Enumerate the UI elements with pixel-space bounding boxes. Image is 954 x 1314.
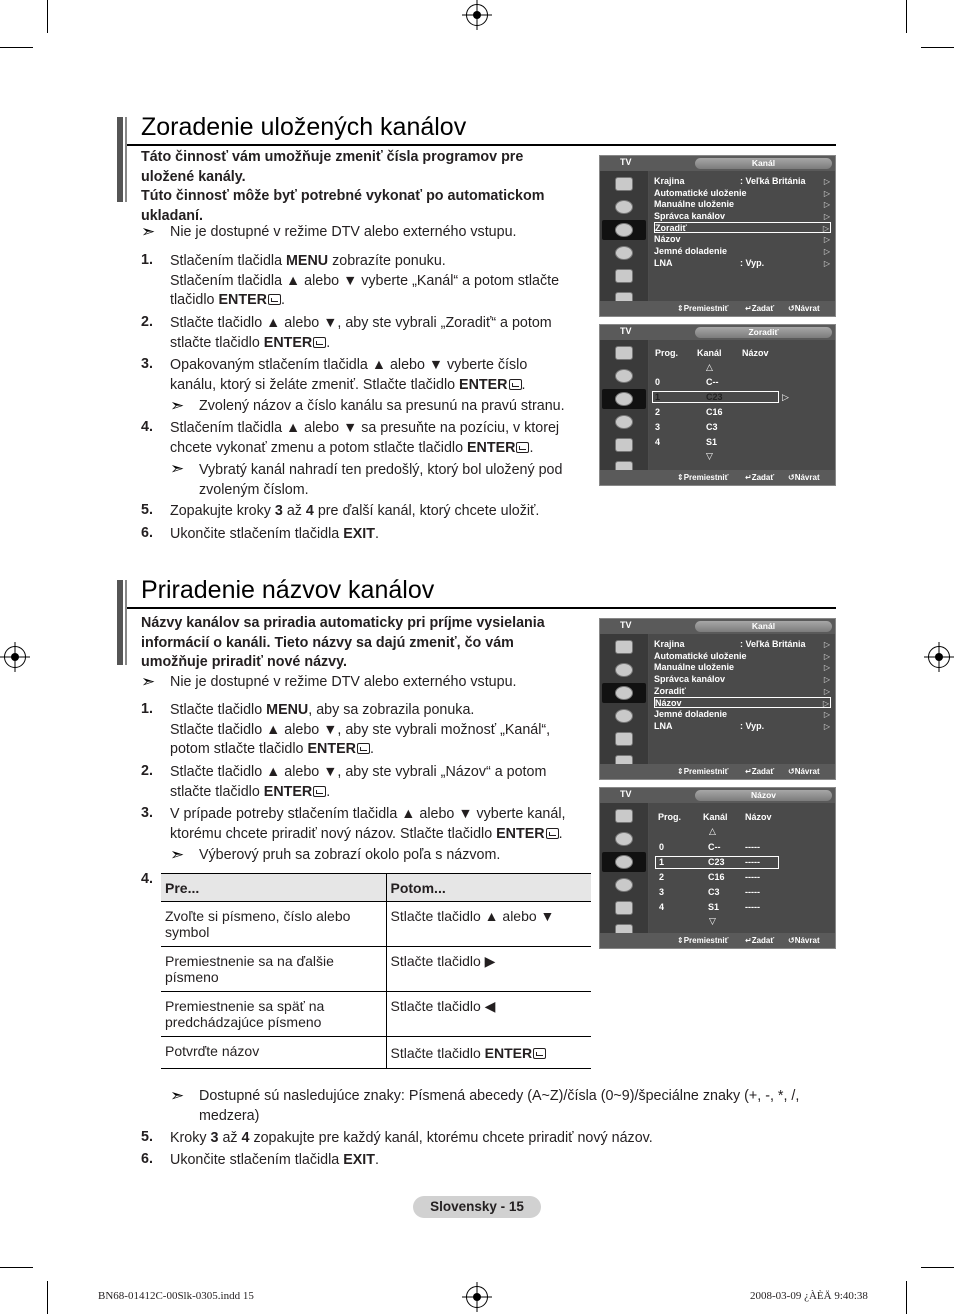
picture-menu-icon: [602, 343, 646, 363]
crop-mark: [0, 47, 33, 48]
crop-mark: [0, 1267, 33, 1268]
step-text: Stlačením tlačidla ▲ alebo ▼ sa presuňte na pozíciu, v ktorej chcete vykonať zmenu a potom stlačte tlačidlo ENTER .: [170, 420, 560, 456]
osd-sort-list: Prog. Kanál Názov △ 0 C-- 1 C23 ▷ 2 C16 3 C3 4 S1 ▽: [649, 340, 835, 470]
section-heading: [117, 113, 836, 147]
step-number: 6.: [141, 525, 153, 541]
step-number: 4.: [141, 871, 153, 887]
picture-menu-icon: [602, 637, 646, 657]
sound-menu-icon: [602, 197, 646, 217]
enter-icon: [546, 828, 559, 839]
key-action-table: [161, 873, 591, 1069]
note-arrow-icon: ➣: [141, 672, 156, 691]
step-text: Ukončite stlačením tlačidla EXIT.: [170, 1152, 379, 1168]
osd-channel-menu-name: TV Kanál Krajina : Veľká Británia ▷ Automatické uloženie ▷ Manuálne uloženie ▷ Správca kanálov ▷ Zoradiť ▷ Názov ▷ Jemné doladenie ▷ LNA : Vyp. ▷ ⇕ Premiestniť ↵ Zadať ↺ Návrat: [599, 618, 836, 780]
osd-sidebar: [600, 171, 648, 301]
channel-menu-icon: [602, 852, 646, 872]
osd-row: Názov ▷: [654, 234, 830, 244]
osd-tab: Kanál: [695, 158, 832, 169]
scroll-down-icon: ▽: [709, 916, 716, 926]
registration-mark-icon: [4, 646, 26, 668]
channel-menu-icon: [602, 389, 646, 409]
section-heading: [117, 576, 836, 610]
osd-footer: ⇕ Premiestniť ↵ Zadať ↺ Návrat: [600, 764, 835, 779]
step-text: Zopakujte kroky 3 až 4 pre ďalší kanál, ktorý chcete uložiť.: [170, 503, 540, 519]
step-number: 2.: [141, 763, 153, 779]
osd-row: Správca kanálov ▷: [654, 211, 830, 221]
enter-icon: [516, 442, 529, 453]
osd-row: Jemné doladenie ▷: [654, 709, 830, 719]
osd-row: LNA : Vyp. ▷: [654, 258, 830, 268]
table-header: Potom...: [386, 874, 591, 902]
note-text: Dostupné sú nasledujúce znaky: Písmená abecedy (A~Z)/čísla (0~9)/špeciálne znaky (+, -, *, /, medzera): [199, 1088, 800, 1124]
section-side-bar: [117, 610, 123, 665]
osd-row-selected: Názov ▷: [655, 698, 829, 708]
osd-channel-menu-sort: TV Kanál Krajina : Veľká Británia ▷ Automatické uloženie ▷ Manuálne uloženie ▷ Správca kanálov ▷ Zoradiť ▷ Názov ▷ Jemné doladenie ▷ LNA : Vyp. ▷ ⇕ Premiestniť ↵ Zadať ↺ Návrat: [599, 155, 836, 317]
setup-menu-icon: [602, 706, 646, 726]
step-number: 2.: [141, 314, 153, 330]
osd-tab: Kanál: [695, 621, 832, 632]
step-text: Stlačte tlačidlo ▲ alebo ▼, aby ste vybrali „Zoradiť“ a potom stlačte tlačidlo ENTER .: [170, 315, 552, 351]
osd-sidebar: [600, 634, 648, 764]
section-side-bar: [117, 147, 123, 202]
sound-menu-icon: [602, 829, 646, 849]
osd-list: [649, 171, 835, 301]
registration-mark-icon: [928, 646, 950, 668]
step-number: 5.: [141, 1129, 153, 1145]
channel-menu-icon: [602, 683, 646, 703]
section-side-bar: [125, 147, 127, 202]
input-menu-icon: [602, 729, 646, 749]
section-title: Zoradenie uložených kanálov: [141, 113, 467, 141]
osd-row: Krajina : Veľká Británia ▷: [654, 176, 830, 186]
step-number: 5.: [141, 502, 153, 518]
osd-name-screen: TV Názov Prog. Kanál Názov △ 0 C-- ----- 1 C23 ----- 2 C16 ----- 3 C3 ----- 4 S1 ----- ▽ ⇕ Premiestniť ↵ Zadať ↺ Návrat: [599, 787, 836, 949]
input-menu-icon: [602, 435, 646, 455]
sound-menu-icon: [602, 366, 646, 386]
osd-footer: ⇕ Premiestniť ↵ Zadať ↺ Návrat: [600, 933, 835, 948]
table-row: Premiestnenie sa späť na predchádzajúce písmeno Stlačte tlačidlo ◀: [161, 992, 591, 1037]
step-number: 3.: [141, 805, 153, 821]
enter-icon: [268, 294, 281, 305]
picture-menu-icon: [602, 806, 646, 826]
osd-row: Automatické uloženie ▷: [654, 188, 830, 198]
note-arrow-icon: ➣: [170, 459, 185, 478]
intro-text: Táto činnosť vám umožňuje zmeniť čísla programov pre uložené kanály. Túto činnosť môže byť potrebné vykonať po automatickom ukladaní.: [141, 149, 545, 224]
table-row: Zvoľte si písmeno, číslo alebo symbol Stlačte tlačidlo ▲ alebo ▼: [161, 902, 591, 947]
enter-icon: [533, 1048, 546, 1059]
input-menu-icon: [602, 266, 646, 286]
osd-sort-screen: TV Zoradiť Prog. Kanál Názov △ 0 C-- 1 C23 ▷ 2 C16 3 C3 4 S1 ▽ ⇕ Premiestniť ↵ Zadať ↺ Návrat: [599, 324, 836, 486]
osd-sidebar: [600, 803, 648, 933]
enter-icon: [313, 786, 326, 797]
setup-menu-icon: [602, 243, 646, 263]
step-number: 3.: [141, 356, 153, 372]
crop-mark: [906, 1281, 907, 1314]
channel-menu-icon: [602, 220, 646, 240]
osd-row: Zoradiť ▷: [654, 686, 830, 696]
page-number-badge: Slovensky - 15: [413, 1196, 541, 1218]
table-header: Pre...: [161, 874, 386, 902]
section-side-bar: [125, 610, 127, 665]
print-footer-date: 2008-03-09 ¿ÀÈÄ 9:40:38: [750, 1290, 868, 1302]
intro-text: Názvy kanálov sa priradia automaticky pri príjme vysielania informácií o kanáli. Tieto názvy sa dajú zmeniť, čo vám umožňuje priradiť nové názvy.: [141, 615, 545, 670]
step-text: Stlačením tlačidla MENU zobrazíte ponuku. Stlačením tlačidla ▲ alebo ▼ vyberte „Kanál“ a potom stlačte tlačidlo ENTER .: [170, 253, 560, 308]
picture-menu-icon: [602, 174, 646, 194]
print-footer-file: BN68-01412C-00Slk-0305.indd 15: [98, 1290, 254, 1302]
right-arrow-icon: ▷: [782, 392, 789, 402]
crop-mark: [906, 0, 907, 33]
osd-footer: ⇕ Premiestniť ↵ Zadať ↺ Návrat: [600, 301, 835, 316]
osd-list: [649, 634, 835, 764]
step-text: Kroky 3 až 4 zopakujte pre každý kanál, ktorému chcete priradiť nový názov.: [170, 1130, 653, 1146]
note-text: Zvolený názov a číslo kanálu sa presunú na pravú stranu.: [199, 398, 565, 414]
step-number: 4.: [141, 419, 153, 435]
scroll-down-icon: ▽: [706, 451, 713, 461]
registration-mark-icon: [466, 4, 488, 26]
note-arrow-icon: ➣: [170, 845, 185, 864]
osd-sidebar: [600, 340, 648, 470]
osd-row: Manuálne uloženie ▷: [654, 199, 830, 209]
table-row: Potvrďte názov Stlačte tlačidlo ENTER: [161, 1037, 591, 1069]
note-arrow-icon: ➣: [141, 222, 156, 241]
osd-row: Jemné doladenie ▷: [654, 246, 830, 256]
step-number: 6.: [141, 1151, 153, 1167]
note-text: Vybratý kanál nahradí ten predošlý, ktorý bol uložený pod zvoleným číslom.: [199, 462, 563, 498]
scroll-up-icon: △: [709, 826, 716, 836]
sound-menu-icon: [602, 660, 646, 680]
osd-footer: ⇕ Premiestniť ↵ Zadať ↺ Návrat: [600, 470, 835, 485]
enter-icon: [313, 337, 326, 348]
step-text: Ukončite stlačením tlačidla EXIT.: [170, 526, 379, 542]
note-text: Výberový pruh sa zobrazí okolo poľa s názvom.: [199, 847, 501, 863]
input-menu-icon: [602, 898, 646, 918]
osd-row: Krajina : Veľká Británia ▷: [654, 639, 830, 649]
step-text: Stlačte tlačidlo ▲ alebo ▼, aby ste vybrali „Názov“ a potom stlačte tlačidlo ENTER .: [170, 764, 547, 800]
section-title: Priradenie názvov kanálov: [141, 576, 435, 604]
osd-tab: Názov: [695, 790, 832, 801]
enter-icon: [509, 379, 522, 390]
enter-icon: [357, 743, 370, 754]
note-arrow-icon: ➣: [170, 1086, 185, 1105]
crop-mark: [921, 1267, 954, 1268]
step-text: V prípade potreby stlačením tlačidla ▲ alebo ▼ vyberte kanál, ktorému chcete priradiť nový názov. Stlačte tlačidlo ENTER .: [170, 806, 566, 842]
note-text: Nie je dostupné v režime DTV alebo externého vstupu.: [170, 674, 517, 690]
step-number: 1.: [141, 252, 153, 268]
crop-mark: [47, 0, 48, 33]
setup-menu-icon: [602, 412, 646, 432]
osd-row: Správca kanálov ▷: [654, 674, 830, 684]
osd-row: Manuálne uloženie ▷: [654, 662, 830, 672]
step-number: 1.: [141, 701, 153, 717]
note-arrow-icon: ➣: [170, 396, 185, 415]
osd-name-list: Prog. Kanál Názov △ 0 C-- ----- 1 C23 ----- 2 C16 ----- 3 C3 ----- 4 S1 ----- ▽: [649, 803, 835, 933]
osd-row: Automatické uloženie ▷: [654, 651, 830, 661]
step-text: Stlačte tlačidlo MENU, aby sa zobrazila ponuka. Stlačte tlačidlo ▲ alebo ▼, aby ste vybrali možnosť „Kanál“, potom stlačte tlačidlo ENTER .: [170, 702, 551, 757]
note-text: Nie je dostupné v režime DTV alebo externého vstupu.: [170, 224, 517, 240]
osd-row: LNA : Vyp. ▷: [654, 721, 830, 731]
registration-mark-icon: [466, 1286, 488, 1308]
setup-menu-icon: [602, 875, 646, 895]
scroll-up-icon: △: [706, 362, 713, 372]
table-row: Premiestnenie sa na ďalšie písmeno Stlačte tlačidlo ▶: [161, 947, 591, 992]
crop-mark: [921, 47, 954, 48]
osd-tab: Zoradiť: [695, 327, 832, 338]
step-text: Opakovaným stlačením tlačidla ▲ alebo ▼ vyberte číslo kanálu, ktorý si želáte zmeniť. Stlačte tlačidlo ENTER .: [170, 357, 528, 393]
crop-mark: [47, 1281, 48, 1314]
osd-row-selected: Zoradiť ▷: [655, 223, 829, 233]
